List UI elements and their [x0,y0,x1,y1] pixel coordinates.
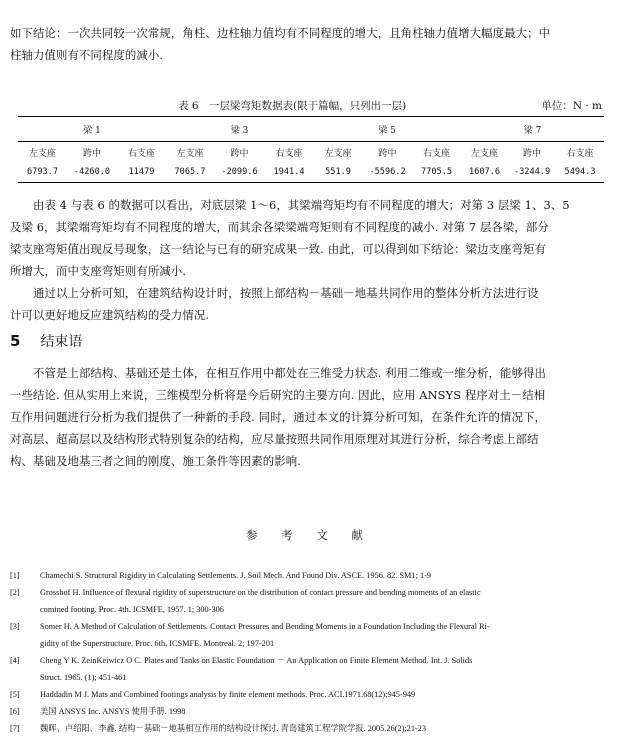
references-title: 参 考 文 献 [246,528,373,542]
beam-moment-table [18,116,604,183]
analysis-line: 梁支座弯矩值出现反号现象，这一结论与已有的研究成果一致. 由此，可以得到如下结论：梁边支座弯矩有 [10,242,547,256]
table-unit: 单位：N · m [541,100,602,112]
reference-text: Struct. 1965. (1); 451-461 [40,673,127,682]
reference-item [10,618,610,652]
reference-text: gidity of the Superstructure. Proc. 6th. ICSMFE. Montreal. 2; 197-201 [40,639,275,648]
reference-number: [2] [10,588,20,597]
conclusion-line: 互作用问题进行分析为我们提供了一种新的手段. 同时，通过本文的计算分析可知，在条件允许的情况下， [10,410,547,424]
reference-item [10,584,610,618]
column-header: 右支座 [275,148,303,159]
reference-item [10,703,610,720]
beam-header: 梁 5 [313,117,461,142]
column-header: 跨中 [230,148,249,159]
table-cell: 1941.4 [265,162,313,183]
table-title: 表 6 一层梁弯矩数据表(限于篇幅，只列出一层) [178,100,407,112]
column-header: 跨中 [82,148,101,159]
table-cell: 7705.5 [412,162,461,183]
column-header: 左支座 [28,148,56,159]
column-header: 右支座 [128,148,156,159]
section-number: 5 [10,332,21,350]
column-header: 左支座 [324,148,352,159]
reference-text: Somer H. A Method of Calculation of Settlements. Contact Pressures and Bending Moments in a Foundation Including the Flexural Ri- [40,622,490,631]
reference-text: comined footing. Proc. 4th. ICSMFE, 1957. 1; 300-306 [40,605,224,614]
column-header: 右支座 [423,148,451,159]
reference-number: [4] [10,656,20,665]
value-row [18,162,604,183]
analysis-paragraph [10,194,610,326]
reference-item [10,567,610,584]
reference-number: [3] [10,622,20,631]
reference-text: 魏晖、卢绍阳、李鑫. 结构－基础－地基相互作用的结构设计探讨. 青岛建筑工程学院学报. 2005.26(2);21-23 [40,724,427,733]
reference-number: [6] [10,707,20,716]
reference-number: [5] [10,690,20,699]
analysis-line: 通过以上分析可知，在建筑结构设计时，按照上部结构－基础－地基共同作用的整体分析方法进行设 [10,286,539,300]
reference-text: 美国 ANSYS Inc. ANSYS 使用手册. 1998 [40,707,186,716]
beam-header: 梁 7 [461,117,604,142]
reference-number: [1] [10,571,20,580]
beam-header: 梁 3 [166,117,313,142]
conclusion-line: 构、基础及地基三者之间的刚度、施工条件等因素的影响. [10,454,301,468]
intro-paragraph [10,22,610,66]
conclusion-line: 不管是上部结构、基础还是土体，在相互作用中都处在三维受力状态. 利用二维或一维分析，能够得出 [10,366,547,380]
table-cell: -3244.9 [508,162,556,183]
reference-text: Cheng Y K. ZeinKeiwicz O C. Plates and Tanks on Elastic Foundation － An Application on Finite Element Method. Int. J. Solids [40,656,473,665]
table-cell: 7065.7 [166,162,214,183]
analysis-line: 所增大，而中支座弯矩则有所减小. [10,264,187,278]
support-header-row [18,142,604,163]
column-header: 右支座 [566,148,594,159]
reference-text: Chamechi S. Structural Rigidity in Calculating Settlements. J. Soil Mech. And Found Div. ASCE. 1956. 82. SM1; 1-9 [40,571,432,580]
intro-line: 柱轴力值则有不同程度的减小. [10,48,164,62]
conclusion-line: 对高层、超高层以及结构形式特别复杂的结构，应尽量按照共同作用原理对其进行分析，综合考虑上部结 [10,432,539,446]
table-cell: 6793.7 [18,162,67,183]
column-header: 跨中 [378,148,397,159]
conclusion-line: 一些结论. 但从实用上来说，三维模型分析将是今后研究的主要方向. 因此，应用 ANSYS 程序对土－结相 [10,388,546,402]
beam-header-row [18,117,604,142]
intro-line: 如下结论：一次共同较一次常规，角柱、边柱轴力值均有不同程度的增大，且角柱轴力值增大幅度最大；中 [10,26,551,40]
table-cell: -4260.0 [67,162,117,183]
table-caption [10,98,610,114]
reference-item [10,720,610,737]
reference-list [10,567,610,737]
column-header: 左支座 [176,148,204,159]
reference-item [10,686,610,703]
reference-item [10,652,610,686]
table-cell: 1607.6 [461,162,508,183]
beam-header: 梁 1 [18,117,166,142]
column-header: 左支座 [471,148,499,159]
analysis-line: 及梁 6，其梁端弯矩均有不同程度的增大，而其余各梁梁端弯矩则有不同程度的减小. 对第 7 层各梁，部分 [10,220,549,234]
conclusion-paragraph [10,362,610,472]
table-cell: 5494.3 [556,162,604,183]
column-header: 跨中 [523,148,542,159]
section-heading [10,331,82,351]
table-cell: -5596.2 [363,162,412,183]
table-cell: 551.9 [313,162,363,183]
reference-text: Grosshof H. Influence of flexural rigidity of superstructure on the distribution of contact pressure and bending moments of an elastic [40,588,481,597]
reference-number: [7] [10,724,20,733]
reference-text: Haddadin M J. Mats and Combined footings analysis by finite element methods. Proc. ACI.1971.68(12);945-949 [40,690,416,699]
table-cell: 11479 [117,162,166,183]
analysis-line: 计可以更好地反应建筑结构的受力情况. [10,308,210,322]
section-title: 结束语 [40,334,83,350]
table-cell: -2099.6 [214,162,265,183]
analysis-line: 由表 4 与表 6 的数据可以看出，对底层梁 1～6，其梁端弯矩均有不同程度的增大；对第 3 层梁 1、3、5 [10,198,570,212]
